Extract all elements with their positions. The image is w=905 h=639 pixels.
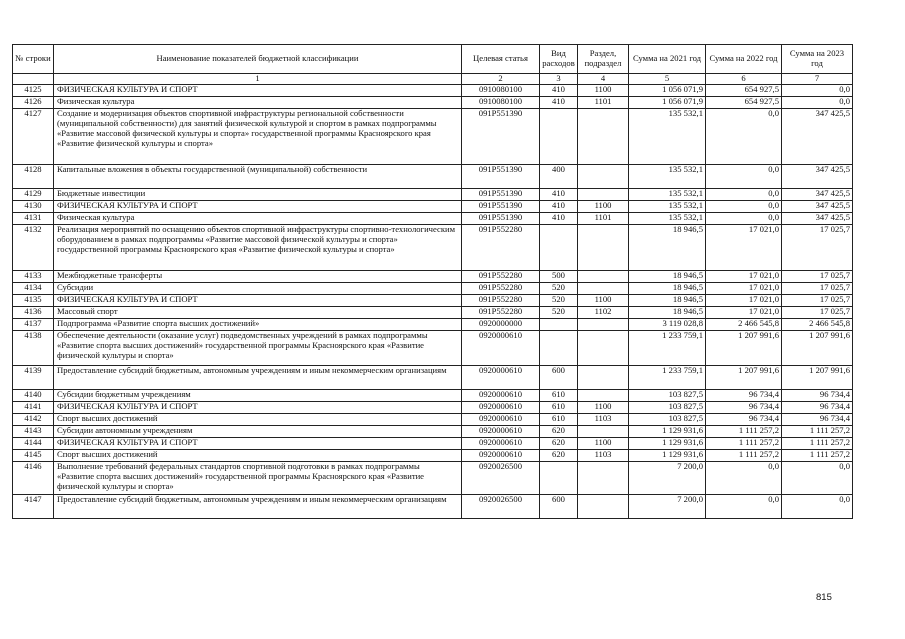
column-number: 3 — [540, 74, 578, 85]
indicator-name-cell: Предоставление субсидий бюджетным, автономным учреждениям и иным некоммерческим организациям — [54, 365, 462, 389]
section-code-cell: 1100 — [578, 401, 629, 413]
sum-2023-cell: 1 111 257,2 — [782, 437, 853, 449]
sum-2023-cell: 1 111 257,2 — [782, 425, 853, 437]
expense-type-cell: 520 — [540, 294, 578, 306]
table-row — [13, 188, 853, 200]
row-number-cell: 4136 — [13, 306, 54, 318]
header-row — [13, 45, 853, 74]
row-number-cell: 4147 — [13, 494, 54, 518]
sum-2021-cell: 135 532,1 — [629, 200, 706, 212]
indicator-name-cell: Субсидии — [54, 282, 462, 294]
table-row — [13, 318, 853, 330]
sum-2021-cell: 1 056 071,9 — [629, 96, 706, 108]
sum-2021-cell: 135 532,1 — [629, 188, 706, 200]
row-number-cell: 4137 — [13, 318, 54, 330]
target-item-cell: 0920000610 — [462, 389, 540, 401]
sum-2023-cell: 1 111 257,2 — [782, 449, 853, 461]
target-item-cell: 0920000610 — [462, 401, 540, 413]
column-number: 6 — [706, 74, 782, 85]
section-code-cell — [578, 108, 629, 164]
sum-2023-cell: 0,0 — [782, 84, 853, 96]
sum-2021-cell: 18 946,5 — [629, 282, 706, 294]
row-number-cell: 4131 — [13, 212, 54, 224]
table-row — [13, 461, 853, 494]
row-number-cell: 4144 — [13, 437, 54, 449]
target-item-cell: 0920026500 — [462, 494, 540, 518]
row-number-cell: 4128 — [13, 164, 54, 188]
section-code-cell — [578, 282, 629, 294]
table-row — [13, 401, 853, 413]
table-row — [13, 84, 853, 96]
target-item-cell: 0920000610 — [462, 449, 540, 461]
table-row — [13, 164, 853, 188]
sum-2022-cell: 0,0 — [706, 108, 782, 164]
expense-type-cell: 400 — [540, 164, 578, 188]
sum-2023-cell: 17 025,7 — [782, 224, 853, 270]
sum-2023-cell: 2 466 545,8 — [782, 318, 853, 330]
sum-2021-cell: 18 946,5 — [629, 224, 706, 270]
expense-type-cell: 410 — [540, 96, 578, 108]
row-number-cell: 4143 — [13, 425, 54, 437]
section-code-cell — [578, 224, 629, 270]
target-item-cell: 0910080100 — [462, 84, 540, 96]
section-code-cell: 1102 — [578, 306, 629, 318]
row-number-cell: 4145 — [13, 449, 54, 461]
header-expense-type: Вид расходов — [540, 45, 578, 74]
table-row — [13, 212, 853, 224]
section-code-cell — [578, 330, 629, 365]
sum-2021-cell: 103 827,5 — [629, 401, 706, 413]
indicator-name-cell: Бюджетные инвестиции — [54, 188, 462, 200]
section-code-cell — [578, 389, 629, 401]
sum-2021-cell: 18 946,5 — [629, 270, 706, 282]
sum-2022-cell: 0,0 — [706, 212, 782, 224]
header-name: Наименование показателей бюджетной классификации — [54, 45, 462, 74]
row-number-cell: 4134 — [13, 282, 54, 294]
table-row — [13, 306, 853, 318]
sum-2022-cell: 1 207 991,6 — [706, 365, 782, 389]
sum-2022-cell: 96 734,4 — [706, 401, 782, 413]
header-row-number: № строки — [13, 45, 54, 74]
indicator-name-cell: ФИЗИЧЕСКАЯ КУЛЬТУРА И СПОРТ — [54, 84, 462, 96]
sum-2021-cell: 1 129 931,6 — [629, 425, 706, 437]
expense-type-cell — [540, 461, 578, 494]
target-item-cell: 0920000610 — [462, 330, 540, 365]
table-row — [13, 200, 853, 212]
row-number-cell: 4139 — [13, 365, 54, 389]
target-item-cell: 0920000610 — [462, 365, 540, 389]
section-code-cell: 1100 — [578, 200, 629, 212]
table-row — [13, 224, 853, 270]
sum-2021-cell: 1 233 759,1 — [629, 365, 706, 389]
sum-2023-cell: 96 734,4 — [782, 401, 853, 413]
indicator-name-cell: Реализация мероприятий по оснащению объектов спортивной инфраструктуры спортивно-технологическим оборудованием в рамках подпрограммы «Развитие массовой физической культуры и спорта» государственной программы Красноярского края «Развитие физической культуры и спорта» — [54, 224, 462, 270]
sum-2023-cell: 1 207 991,6 — [782, 365, 853, 389]
row-number-cell: 4125 — [13, 84, 54, 96]
section-code-cell — [578, 365, 629, 389]
table-row — [13, 108, 853, 164]
sum-2023-cell: 96 734,4 — [782, 413, 853, 425]
target-item-cell: 091P551390 — [462, 188, 540, 200]
section-code-cell — [578, 425, 629, 437]
sum-2022-cell: 2 466 545,8 — [706, 318, 782, 330]
indicator-name-cell: Субсидии автономным учреждениям — [54, 425, 462, 437]
section-code-cell — [578, 164, 629, 188]
sum-2021-cell: 1 129 931,6 — [629, 449, 706, 461]
expense-type-cell: 600 — [540, 365, 578, 389]
header-target-item: Целевая статья — [462, 45, 540, 74]
budget-table — [12, 44, 853, 519]
table-body — [13, 74, 853, 519]
column-number: 5 — [629, 74, 706, 85]
row-number-cell: 4130 — [13, 200, 54, 212]
column-number-row — [13, 74, 853, 85]
indicator-name-cell: ФИЗИЧЕСКАЯ КУЛЬТУРА И СПОРТ — [54, 294, 462, 306]
sum-2022-cell: 1 207 991,6 — [706, 330, 782, 365]
expense-type-cell — [540, 318, 578, 330]
sum-2021-cell: 1 129 931,6 — [629, 437, 706, 449]
sum-2022-cell: 654 927,5 — [706, 96, 782, 108]
sum-2023-cell: 347 425,5 — [782, 212, 853, 224]
table-row — [13, 425, 853, 437]
sum-2023-cell: 347 425,5 — [782, 188, 853, 200]
section-code-cell — [578, 270, 629, 282]
indicator-name-cell: Субсидии бюджетным учреждениям — [54, 389, 462, 401]
sum-2022-cell: 0,0 — [706, 188, 782, 200]
indicator-name-cell: ФИЗИЧЕСКАЯ КУЛЬТУРА И СПОРТ — [54, 200, 462, 212]
sum-2023-cell: 0,0 — [782, 494, 853, 518]
indicator-name-cell: Спорт высших достижений — [54, 449, 462, 461]
indicator-name-cell: ФИЗИЧЕСКАЯ КУЛЬТУРА И СПОРТ — [54, 437, 462, 449]
expense-type-cell: 610 — [540, 413, 578, 425]
indicator-name-cell: Выполнение требований федеральных стандартов спортивной подготовки в рамках подпрограммы «Развитие спорта высших достижений» государственной программы Красноярского края «Развитие физической культуры и спорта» — [54, 461, 462, 494]
indicator-name-cell: ФИЗИЧЕСКАЯ КУЛЬТУРА И СПОРТ — [54, 401, 462, 413]
expense-type-cell: 500 — [540, 270, 578, 282]
sum-2023-cell: 17 025,7 — [782, 282, 853, 294]
target-item-cell: 091P552280 — [462, 306, 540, 318]
indicator-name-cell: Предоставление субсидий бюджетным, автономным учреждениям и иным некоммерческим организациям — [54, 494, 462, 518]
sum-2022-cell: 17 021,0 — [706, 224, 782, 270]
section-code-cell: 1100 — [578, 437, 629, 449]
row-number-cell: 4141 — [13, 401, 54, 413]
section-code-cell — [578, 494, 629, 518]
target-item-cell: 091P551390 — [462, 212, 540, 224]
sum-2022-cell: 96 734,4 — [706, 413, 782, 425]
sum-2022-cell: 17 021,0 — [706, 282, 782, 294]
sum-2021-cell: 7 200,0 — [629, 494, 706, 518]
expense-type-cell: 610 — [540, 401, 578, 413]
table-row — [13, 494, 853, 518]
header-section: Раздел, подраздел — [578, 45, 629, 74]
expense-type-cell: 410 — [540, 200, 578, 212]
table-row — [13, 449, 853, 461]
expense-type-cell: 620 — [540, 425, 578, 437]
indicator-name-cell: Физическая культура — [54, 96, 462, 108]
sum-2022-cell: 96 734,4 — [706, 389, 782, 401]
sum-2023-cell: 0,0 — [782, 461, 853, 494]
expense-type-cell: 520 — [540, 306, 578, 318]
indicator-name-cell: Обеспечение деятельности (оказание услуг) подведомственных учреждений в рамках подпрограммы «Развитие спорта высших достижений» государственной программы Красноярского края «Развитие физической культуры и спорта» — [54, 330, 462, 365]
row-number-cell: 4127 — [13, 108, 54, 164]
section-code-cell — [578, 461, 629, 494]
target-item-cell: 091P552280 — [462, 224, 540, 270]
sum-2022-cell: 17 021,0 — [706, 294, 782, 306]
indicator-name-cell: Массовый спорт — [54, 306, 462, 318]
sum-2023-cell: 347 425,5 — [782, 108, 853, 164]
sum-2023-cell: 17 025,7 — [782, 306, 853, 318]
sum-2023-cell: 1 207 991,6 — [782, 330, 853, 365]
target-item-cell: 0920000000 — [462, 318, 540, 330]
sum-2023-cell: 17 025,7 — [782, 294, 853, 306]
section-code-cell — [578, 318, 629, 330]
target-item-cell: 0920000610 — [462, 437, 540, 449]
target-item-cell: 091P551390 — [462, 164, 540, 188]
row-number-cell: 4142 — [13, 413, 54, 425]
section-code-cell: 1100 — [578, 294, 629, 306]
expense-type-cell: 620 — [540, 449, 578, 461]
sum-2021-cell: 7 200,0 — [629, 461, 706, 494]
target-item-cell: 0910080100 — [462, 96, 540, 108]
sum-2023-cell: 96 734,4 — [782, 389, 853, 401]
section-code-cell: 1103 — [578, 449, 629, 461]
table-row — [13, 365, 853, 389]
indicator-name-cell: Капитальные вложения в объекты государственной (муниципальной) собственности — [54, 164, 462, 188]
sum-2022-cell: 1 111 257,2 — [706, 449, 782, 461]
expense-type-cell: 410 — [540, 212, 578, 224]
target-item-cell: 091P552280 — [462, 294, 540, 306]
sum-2022-cell: 0,0 — [706, 164, 782, 188]
row-number-cell: 4135 — [13, 294, 54, 306]
table-row — [13, 282, 853, 294]
sum-2021-cell: 135 532,1 — [629, 212, 706, 224]
indicator-name-cell: Создание и модернизация объектов спортивной инфраструктуры региональной собственности (муниципальной собственности) для занятий физической культурой и спортом в рамках подпрограммы «Развитие массовой физической культуры и спорта» государственной программы Красноярского края «Развитие физической культуры и спорта» — [54, 108, 462, 164]
section-code-cell: 1101 — [578, 96, 629, 108]
expense-type-cell: 410 — [540, 188, 578, 200]
sum-2022-cell: 1 111 257,2 — [706, 425, 782, 437]
table-row — [13, 96, 853, 108]
sum-2021-cell: 1 056 071,9 — [629, 84, 706, 96]
indicator-name-cell: Физическая культура — [54, 212, 462, 224]
sum-2022-cell: 654 927,5 — [706, 84, 782, 96]
expense-type-cell — [540, 108, 578, 164]
table-row — [13, 294, 853, 306]
sum-2021-cell: 135 532,1 — [629, 164, 706, 188]
target-item-cell: 0920026500 — [462, 461, 540, 494]
sum-2021-cell: 18 946,5 — [629, 306, 706, 318]
header-sum-2022: Сумма на 2022 год — [706, 45, 782, 74]
target-item-cell: 0920000610 — [462, 425, 540, 437]
section-code-cell: 1101 — [578, 212, 629, 224]
expense-type-cell: 410 — [540, 84, 578, 96]
target-item-cell: 091P551390 — [462, 108, 540, 164]
sum-2023-cell: 17 025,7 — [782, 270, 853, 282]
sum-2022-cell: 17 021,0 — [706, 270, 782, 282]
expense-type-cell: 520 — [540, 282, 578, 294]
column-number: 4 — [578, 74, 629, 85]
row-number-cell: 4133 — [13, 270, 54, 282]
header-sum-2021: Сумма на 2021 год — [629, 45, 706, 74]
table-row — [13, 413, 853, 425]
sum-2021-cell: 1 233 759,1 — [629, 330, 706, 365]
sum-2023-cell: 347 425,5 — [782, 200, 853, 212]
expense-type-cell: 610 — [540, 389, 578, 401]
expense-type-cell: 620 — [540, 437, 578, 449]
sum-2021-cell: 18 946,5 — [629, 294, 706, 306]
section-code-cell: 1100 — [578, 84, 629, 96]
indicator-name-cell: Спорт высших достижений — [54, 413, 462, 425]
indicator-name-cell: Межбюджетные трансферты — [54, 270, 462, 282]
table-row — [13, 330, 853, 365]
row-number-cell: 4129 — [13, 188, 54, 200]
expense-type-cell: 600 — [540, 494, 578, 518]
expense-type-cell — [540, 330, 578, 365]
sum-2022-cell: 0,0 — [706, 200, 782, 212]
header-sum-2023: Сумма на 2023 год — [782, 45, 853, 74]
row-number-cell: 4146 — [13, 461, 54, 494]
sum-2021-cell: 103 827,5 — [629, 389, 706, 401]
section-code-cell: 1103 — [578, 413, 629, 425]
column-number: 1 — [54, 74, 462, 85]
expense-type-cell — [540, 224, 578, 270]
indicator-name-cell: Подпрограмма «Развитие спорта высших достижений» — [54, 318, 462, 330]
row-number-cell: 4126 — [13, 96, 54, 108]
sum-2022-cell: 17 021,0 — [706, 306, 782, 318]
column-number: 7 — [782, 74, 853, 85]
table-row — [13, 270, 853, 282]
row-number-cell: 4132 — [13, 224, 54, 270]
table-row — [13, 437, 853, 449]
row-number-cell: 4140 — [13, 389, 54, 401]
target-item-cell: 0920000610 — [462, 413, 540, 425]
sum-2023-cell: 0,0 — [782, 96, 853, 108]
target-item-cell: 091P551390 — [462, 200, 540, 212]
page-number: 815 — [816, 592, 832, 603]
target-item-cell: 091P552280 — [462, 270, 540, 282]
section-code-cell — [578, 188, 629, 200]
column-number: 2 — [462, 74, 540, 85]
sum-2023-cell: 347 425,5 — [782, 164, 853, 188]
table-row — [13, 389, 853, 401]
sum-2021-cell: 3 119 028,8 — [629, 318, 706, 330]
sum-2022-cell: 1 111 257,2 — [706, 437, 782, 449]
sum-2021-cell: 135 532,1 — [629, 108, 706, 164]
sum-2022-cell: 0,0 — [706, 494, 782, 518]
target-item-cell: 091P552280 — [462, 282, 540, 294]
row-number-cell: 4138 — [13, 330, 54, 365]
column-number-empty — [13, 74, 54, 85]
sum-2021-cell: 103 827,5 — [629, 413, 706, 425]
sum-2022-cell: 0,0 — [706, 461, 782, 494]
